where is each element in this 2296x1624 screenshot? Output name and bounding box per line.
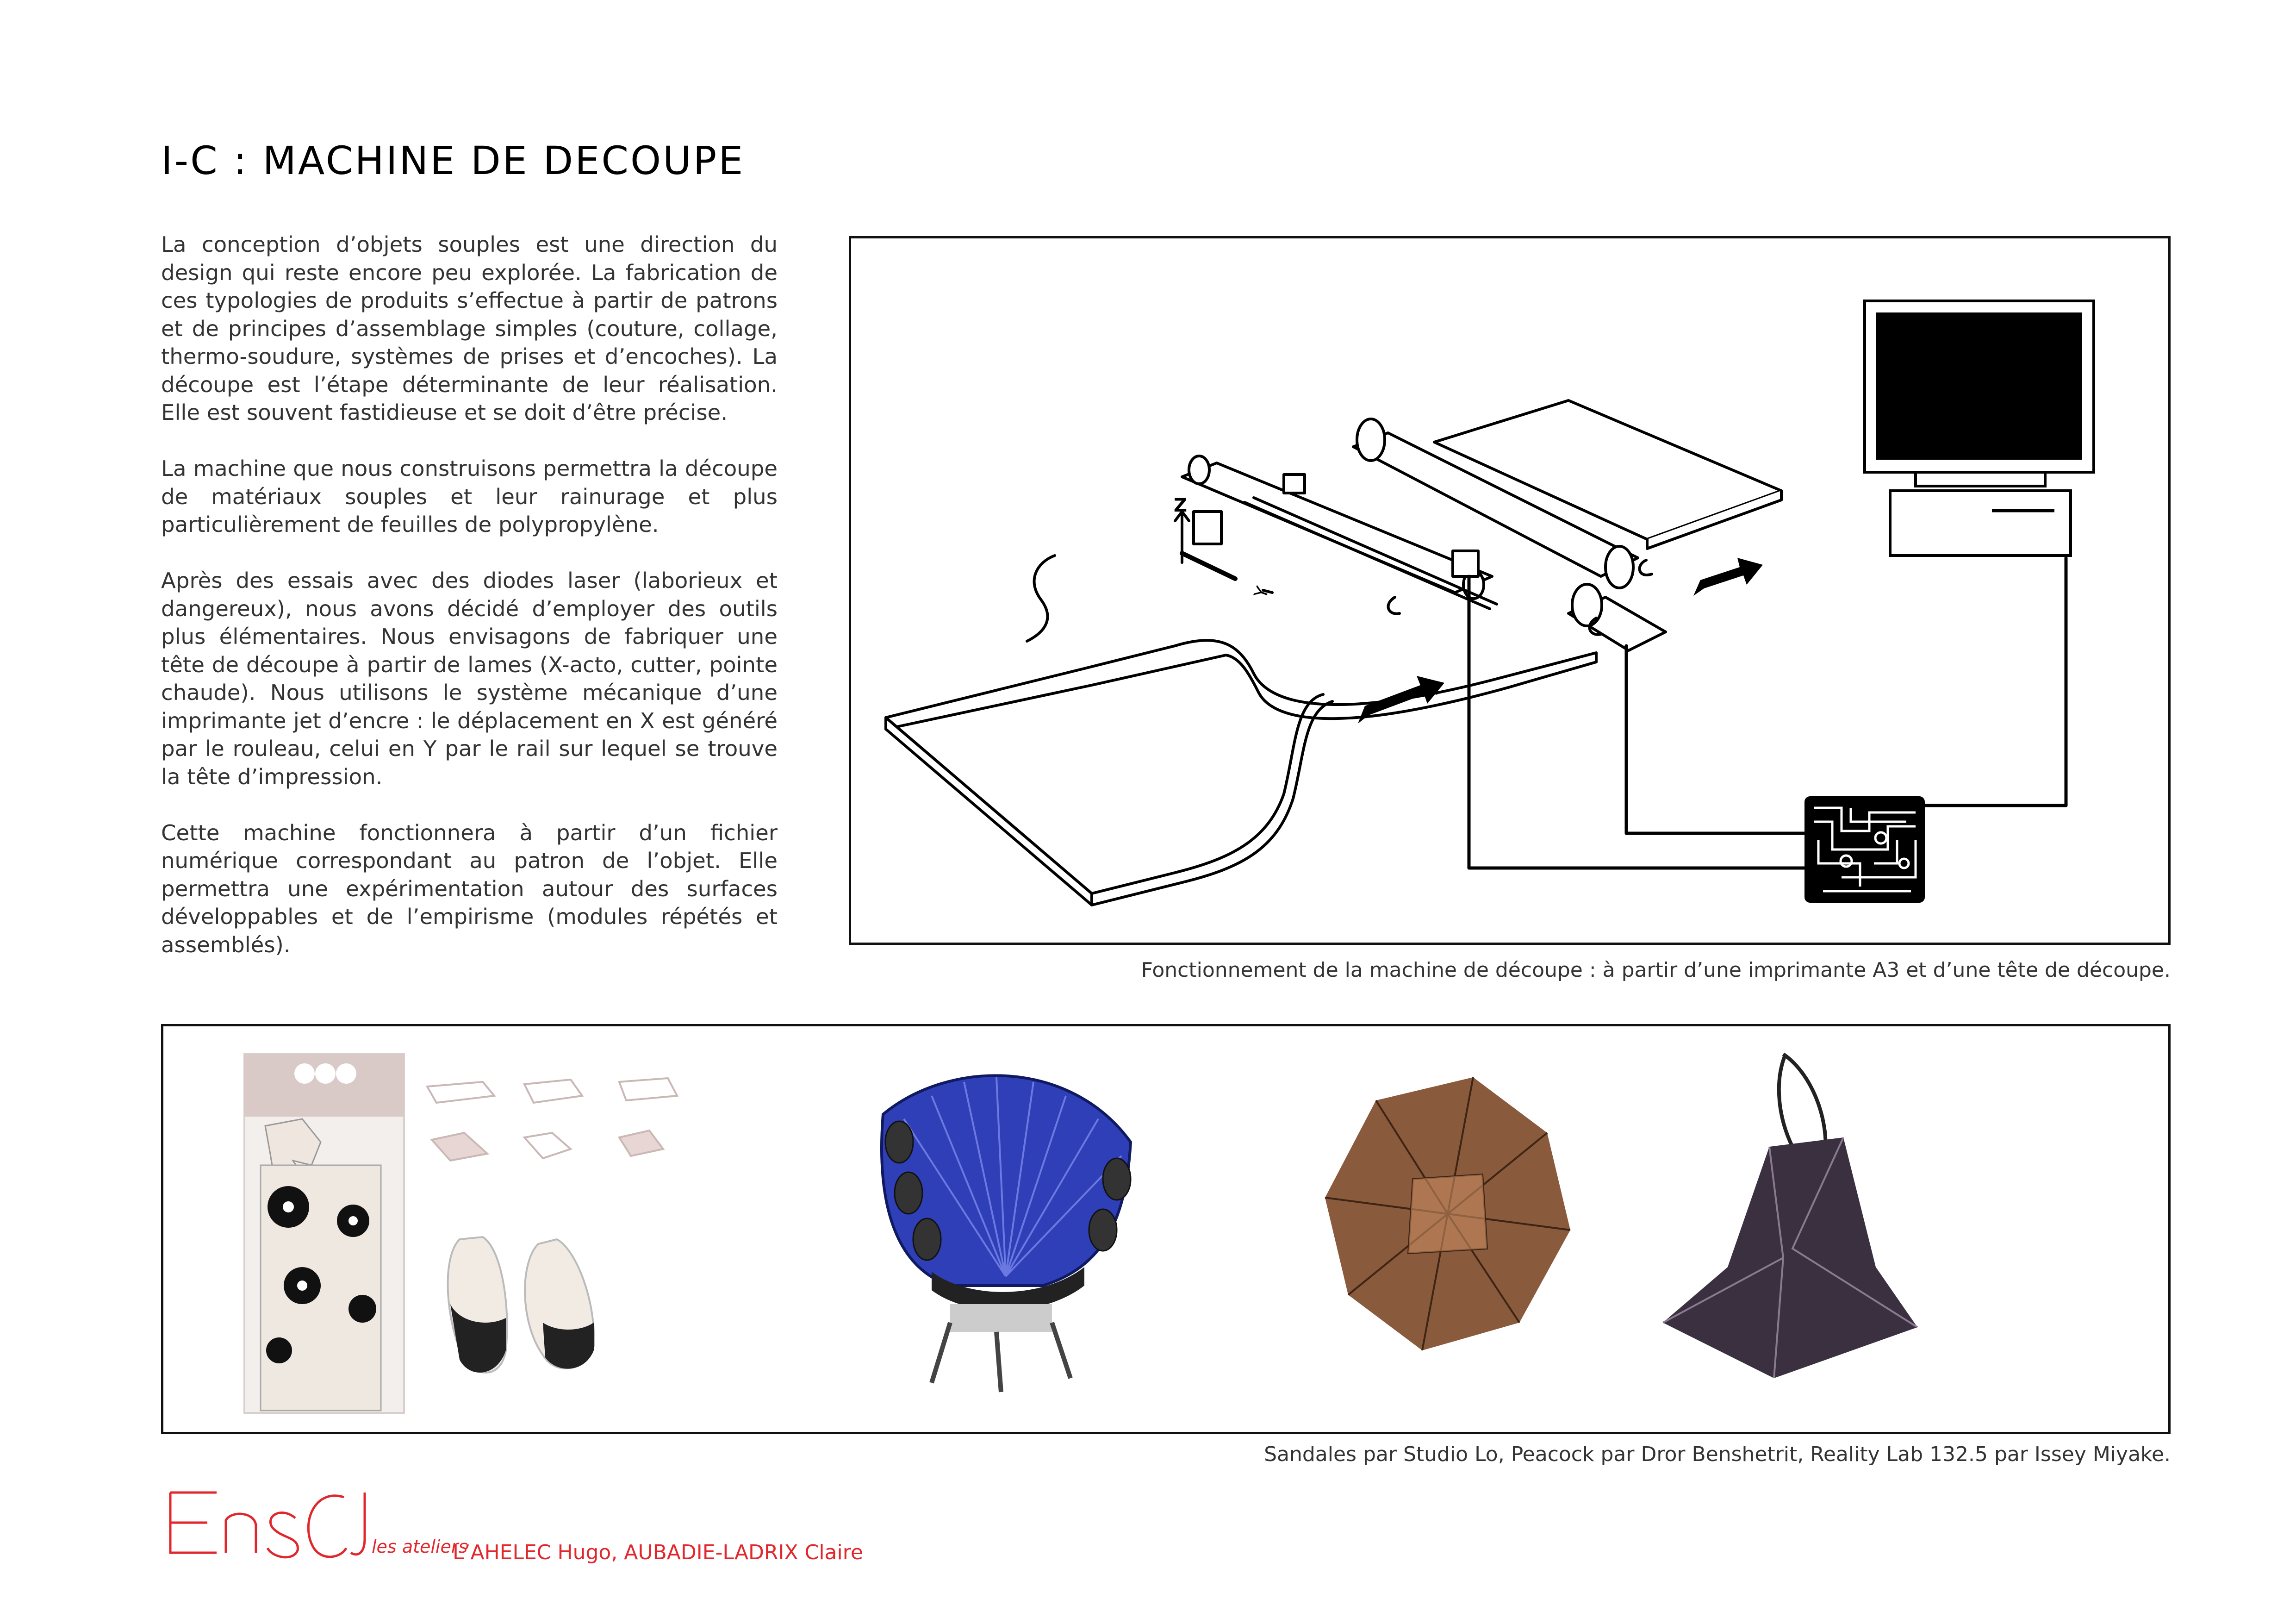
authors: L’AHELEC Hugo, AUBADIE-LADRIX Claire [453, 1541, 863, 1564]
logo-sub-text: les ateliers [372, 1537, 468, 1557]
diagram-caption: Fonctionnement de la machine de découpe : à partir d’une imprimante A3 et d’une tête de découpe. [1141, 958, 2171, 982]
page-title: I-C : MACHINE DE DECOUPE [161, 138, 745, 183]
origami-copper-image [1325, 1077, 1570, 1350]
paragraph-3: Après des essais avec des diodes laser (laborieux et dangereux), nous avons décidé d’employer des outils plus élémentaires. Nous envisagons de fabriquer une tête de découpe à partir de lames (X-acto, cutter, pointe chaude). Nous utilisons le système mécanique d’une imprimante jet d’encre : le déplacement en X est généré par le rouleau, celui en Y par le rail sur lequel se trouve la tête d’impression. [161, 568, 778, 789]
cutting-head-b [1453, 551, 1478, 576]
ensci-logo [161, 1483, 468, 1568]
paragraph-4: Cette machine fonctionnera à partir d’un fichier numérique correspondant au patron de l’objet. Elle permettra une expérimentation autour des surfaces développables et de l’empirisme (modules répétés et assemblés). [161, 820, 778, 957]
axis-label-z: Z [1174, 495, 1188, 516]
arrow-input [1693, 558, 1763, 596]
examples-frame [161, 1024, 2171, 1434]
paragraph-2: La machine que nous construisons permettra la découpe de matériaux souples et leur rainurage et plus particulièrement de feuilles de polypropylène. [161, 456, 778, 537]
cutting-head-c [1194, 512, 1221, 544]
issey-miyake-bag-image [1663, 1054, 1917, 1378]
sandal-package-image [244, 1054, 404, 1413]
axis-marker [1175, 512, 1272, 593]
circuit-board-icon [1804, 796, 1925, 903]
intro-text [161, 231, 778, 987]
sandal-folding-steps [427, 1078, 677, 1161]
sandals-image [448, 1237, 594, 1373]
motor-clip-1 [1388, 597, 1400, 614]
computer [1865, 301, 2094, 556]
motor-clip-2 [1640, 560, 1652, 575]
computer-tower-icon [1890, 491, 2071, 556]
peacock-chair-image [882, 1075, 1131, 1392]
cables [1469, 558, 2066, 868]
axis-label-y: Y [1250, 584, 1273, 601]
machine-diagram [851, 238, 2168, 943]
examples-illustrations [163, 1026, 2168, 1432]
cutting-head-a [1284, 475, 1305, 493]
machine-diagram-frame [849, 236, 2171, 945]
output-roller [1568, 584, 1666, 650]
input-tray [1434, 400, 1781, 549]
examples-caption: Sandales par Studio Lo, Peacock par Dror Benshetrit, Reality Lab 132.5 par Issey Miyake. [1264, 1443, 2171, 1466]
paragraph-1: La conception d’objets souples est une direction du design qui reste encore peu explorée. La fabrication de ces typologies de produits s’effectue à partir de patrons et de principes d’assemblage simples (couture, collage, thermo-soudure, systèmes de prises et d’encoches). La découpe est l’étape déterminante de leur réalisation. Elle est souvent fastidieuse et se doit d’être précise. [161, 232, 778, 425]
